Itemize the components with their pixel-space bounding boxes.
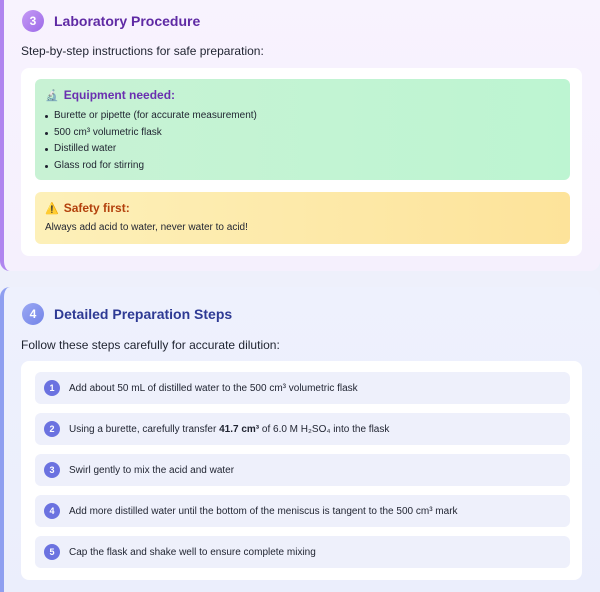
safety-title: Safety first: <box>63 201 130 215</box>
list-item: Burette or pipette (for accurate measurement) <box>45 108 560 125</box>
step-number: 1 <box>44 380 60 396</box>
section-intro: Follow these steps carefully for accurate dilution: <box>21 338 280 352</box>
section-intro: Step-by-step instructions for safe preparation: <box>21 44 264 58</box>
step-item <box>35 536 570 568</box>
microscope-icon: 🔬 <box>45 89 59 102</box>
list-item: Distilled water <box>45 141 560 158</box>
step-number: 2 <box>44 421 60 437</box>
step-text: Cap the flask and shake well to ensure complete mixing <box>69 546 316 558</box>
equipment-box <box>35 79 570 180</box>
section-number-badge: 3 <box>22 10 44 32</box>
step-number: 4 <box>44 503 60 519</box>
equipment-heading <box>45 88 560 102</box>
step-text: Add about 50 mL of distilled water to the 500 cm³ volumetric flask <box>69 382 358 394</box>
section-header <box>22 303 232 325</box>
step-item <box>35 495 570 527</box>
list-item: Glass rod for stirring <box>45 158 560 175</box>
section-laboratory-procedure <box>0 0 600 271</box>
list-item: 500 cm³ volumetric flask <box>45 125 560 142</box>
step-text: Add more distilled water until the bottom of the meniscus is tangent to the 500 cm³ mark <box>69 505 458 517</box>
step-text-post: of 6.0 M H₂SO₄ into the flask <box>259 423 390 435</box>
safety-text: Always add acid to water, never water to acid! <box>45 222 248 233</box>
equipment-title: Equipment needed: <box>63 88 176 102</box>
step-item <box>35 372 570 404</box>
section-title: Detailed Preparation Steps <box>54 306 233 322</box>
safety-heading <box>45 201 560 215</box>
section-header <box>22 10 200 32</box>
step-volume: 41.7 cm³ <box>219 423 260 435</box>
step-text-pre: Using a burette, carefully transfer <box>69 423 220 435</box>
steps-list <box>35 372 570 577</box>
step-number: 5 <box>44 544 60 560</box>
section-detailed-steps <box>0 287 600 592</box>
section-number-badge: 4 <box>22 303 44 325</box>
steps-panel <box>21 361 582 580</box>
section-title: Laboratory Procedure <box>54 13 201 29</box>
step-number: 3 <box>44 462 60 478</box>
warning-icon: ⚠️ <box>45 202 59 215</box>
procedure-panel <box>21 68 582 256</box>
step-text: Swirl gently to mix the acid and water <box>69 464 235 476</box>
step-item <box>35 413 570 445</box>
equipment-list <box>45 108 560 174</box>
step-text <box>69 424 389 435</box>
step-item <box>35 454 570 486</box>
safety-box <box>35 192 570 244</box>
